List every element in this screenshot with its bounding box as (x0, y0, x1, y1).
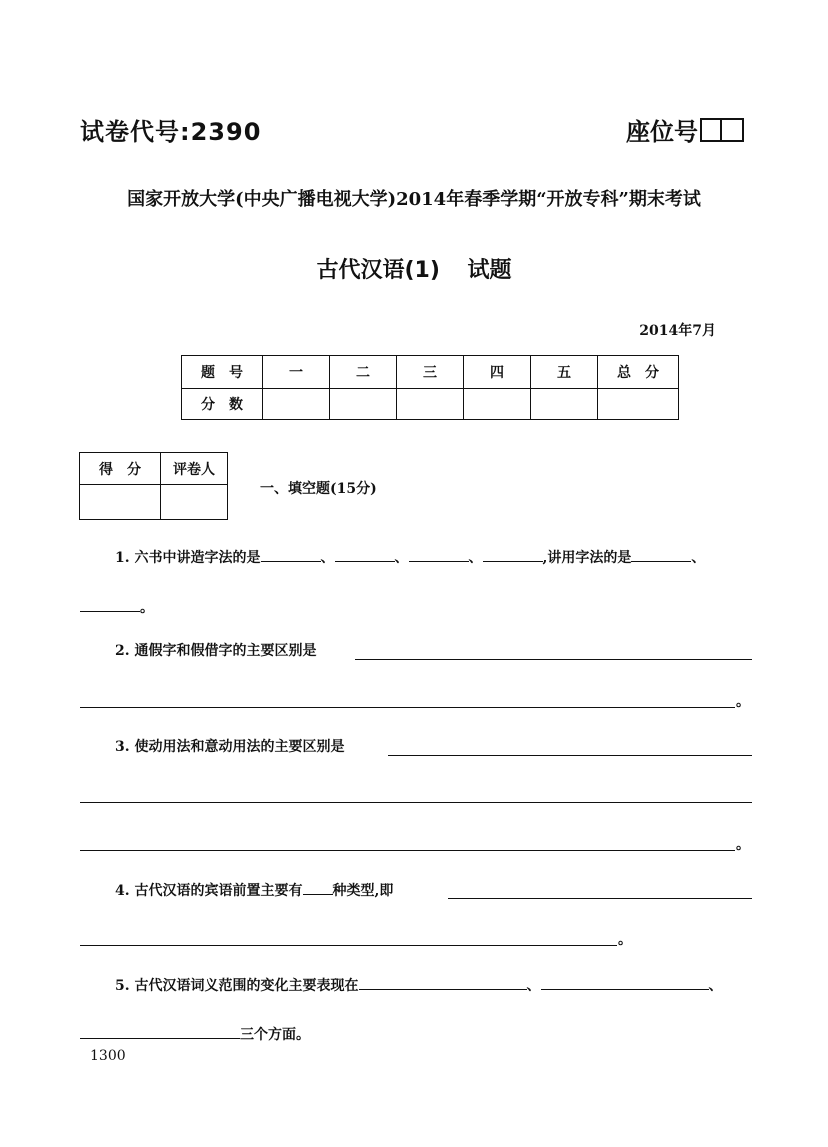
score-cell[interactable] (464, 389, 531, 420)
row-header-score: 分数 (182, 389, 263, 420)
question-5-end: 三个方面。 (240, 1027, 310, 1043)
seat-number (626, 112, 744, 147)
answer-blank[interactable] (631, 547, 691, 562)
question-5-text: 5. 古代汉语词义范围的变化主要表现在 (115, 978, 359, 994)
question-4 (115, 880, 393, 901)
score-table-score-row (182, 389, 679, 420)
period: 。 (736, 837, 750, 853)
separator: 、 (691, 550, 706, 566)
grader-name-label: 评卷人 (161, 453, 228, 485)
score-cell[interactable] (397, 389, 464, 420)
exam-title-line: 国家开放大学(中央广播电视大学)2014年春季学期“开放专科”期末考试 (127, 189, 701, 210)
paper-code: 试卷代号:2390 (80, 118, 262, 146)
score-table-header-row (182, 356, 679, 389)
grader-score-label: 得分 (80, 453, 161, 485)
paper-title: 古代汉语(1) 试题 (316, 258, 512, 283)
question-1 (115, 547, 705, 568)
answer-blank[interactable] (80, 1024, 240, 1039)
question-5 (115, 975, 723, 996)
question-4-mid: 种类型,即 (332, 883, 394, 899)
grader-score-cell[interactable] (80, 485, 161, 520)
column-header: 一 (263, 356, 330, 389)
answer-line[interactable] (388, 755, 752, 756)
answer-line[interactable] (355, 659, 752, 660)
period: 。 (736, 694, 750, 710)
answer-blank[interactable] (483, 547, 543, 562)
column-header: 二 (330, 356, 397, 389)
exam-date: 2014年7月 (639, 323, 716, 339)
answer-blank[interactable] (80, 597, 140, 612)
separator: 、 (320, 550, 335, 566)
column-header: 五 (531, 356, 598, 389)
answer-blank[interactable] (261, 547, 321, 562)
seat-box (700, 118, 722, 142)
score-cell[interactable] (263, 389, 330, 420)
answer-line[interactable] (448, 898, 752, 899)
column-header-total: 总分 (598, 356, 679, 389)
separator: 、 (526, 978, 541, 994)
answer-blank[interactable] (359, 975, 527, 990)
answer-line[interactable] (80, 850, 735, 851)
question-1-mid: ,讲用字法的是 (542, 550, 632, 566)
question-1-text: 1. 六书中讲造字法的是 (115, 550, 261, 566)
question-5-continued (80, 1024, 310, 1045)
separator: 、 (708, 978, 723, 994)
separator: 、 (468, 550, 483, 566)
page-number: 1300 (90, 1048, 126, 1064)
question-3-text: 3. 使动用法和意动用法的主要区别是 (115, 739, 345, 755)
grader-name-cell[interactable] (161, 485, 228, 520)
score-cell[interactable] (531, 389, 598, 420)
score-cell[interactable] (598, 389, 679, 420)
column-header: 三 (397, 356, 464, 389)
grader-table (79, 452, 228, 520)
question-2-text: 2. 通假字和假借字的主要区别是 (115, 643, 317, 659)
row-header-question-number: 题号 (182, 356, 263, 389)
answer-blank[interactable] (335, 547, 395, 562)
period: 。 (140, 600, 154, 616)
question-1-continued (80, 597, 154, 618)
column-header: 四 (464, 356, 531, 389)
answer-line[interactable] (80, 707, 735, 708)
answer-blank[interactable] (541, 975, 709, 990)
seat-number-boxes (700, 118, 744, 142)
answer-blank[interactable] (303, 880, 333, 895)
seat-box (722, 118, 744, 142)
seat-number-label: 座位号 (626, 118, 698, 146)
separator: 、 (394, 550, 409, 566)
score-table (181, 355, 679, 420)
period: 。 (618, 932, 632, 948)
score-cell[interactable] (330, 389, 397, 420)
section-title: 一、填空题(15分) (260, 481, 377, 497)
answer-line[interactable] (80, 945, 617, 946)
answer-line[interactable] (80, 802, 752, 803)
question-4-text: 4. 古代汉语的宾语前置主要有 (115, 883, 303, 899)
answer-blank[interactable] (409, 547, 469, 562)
